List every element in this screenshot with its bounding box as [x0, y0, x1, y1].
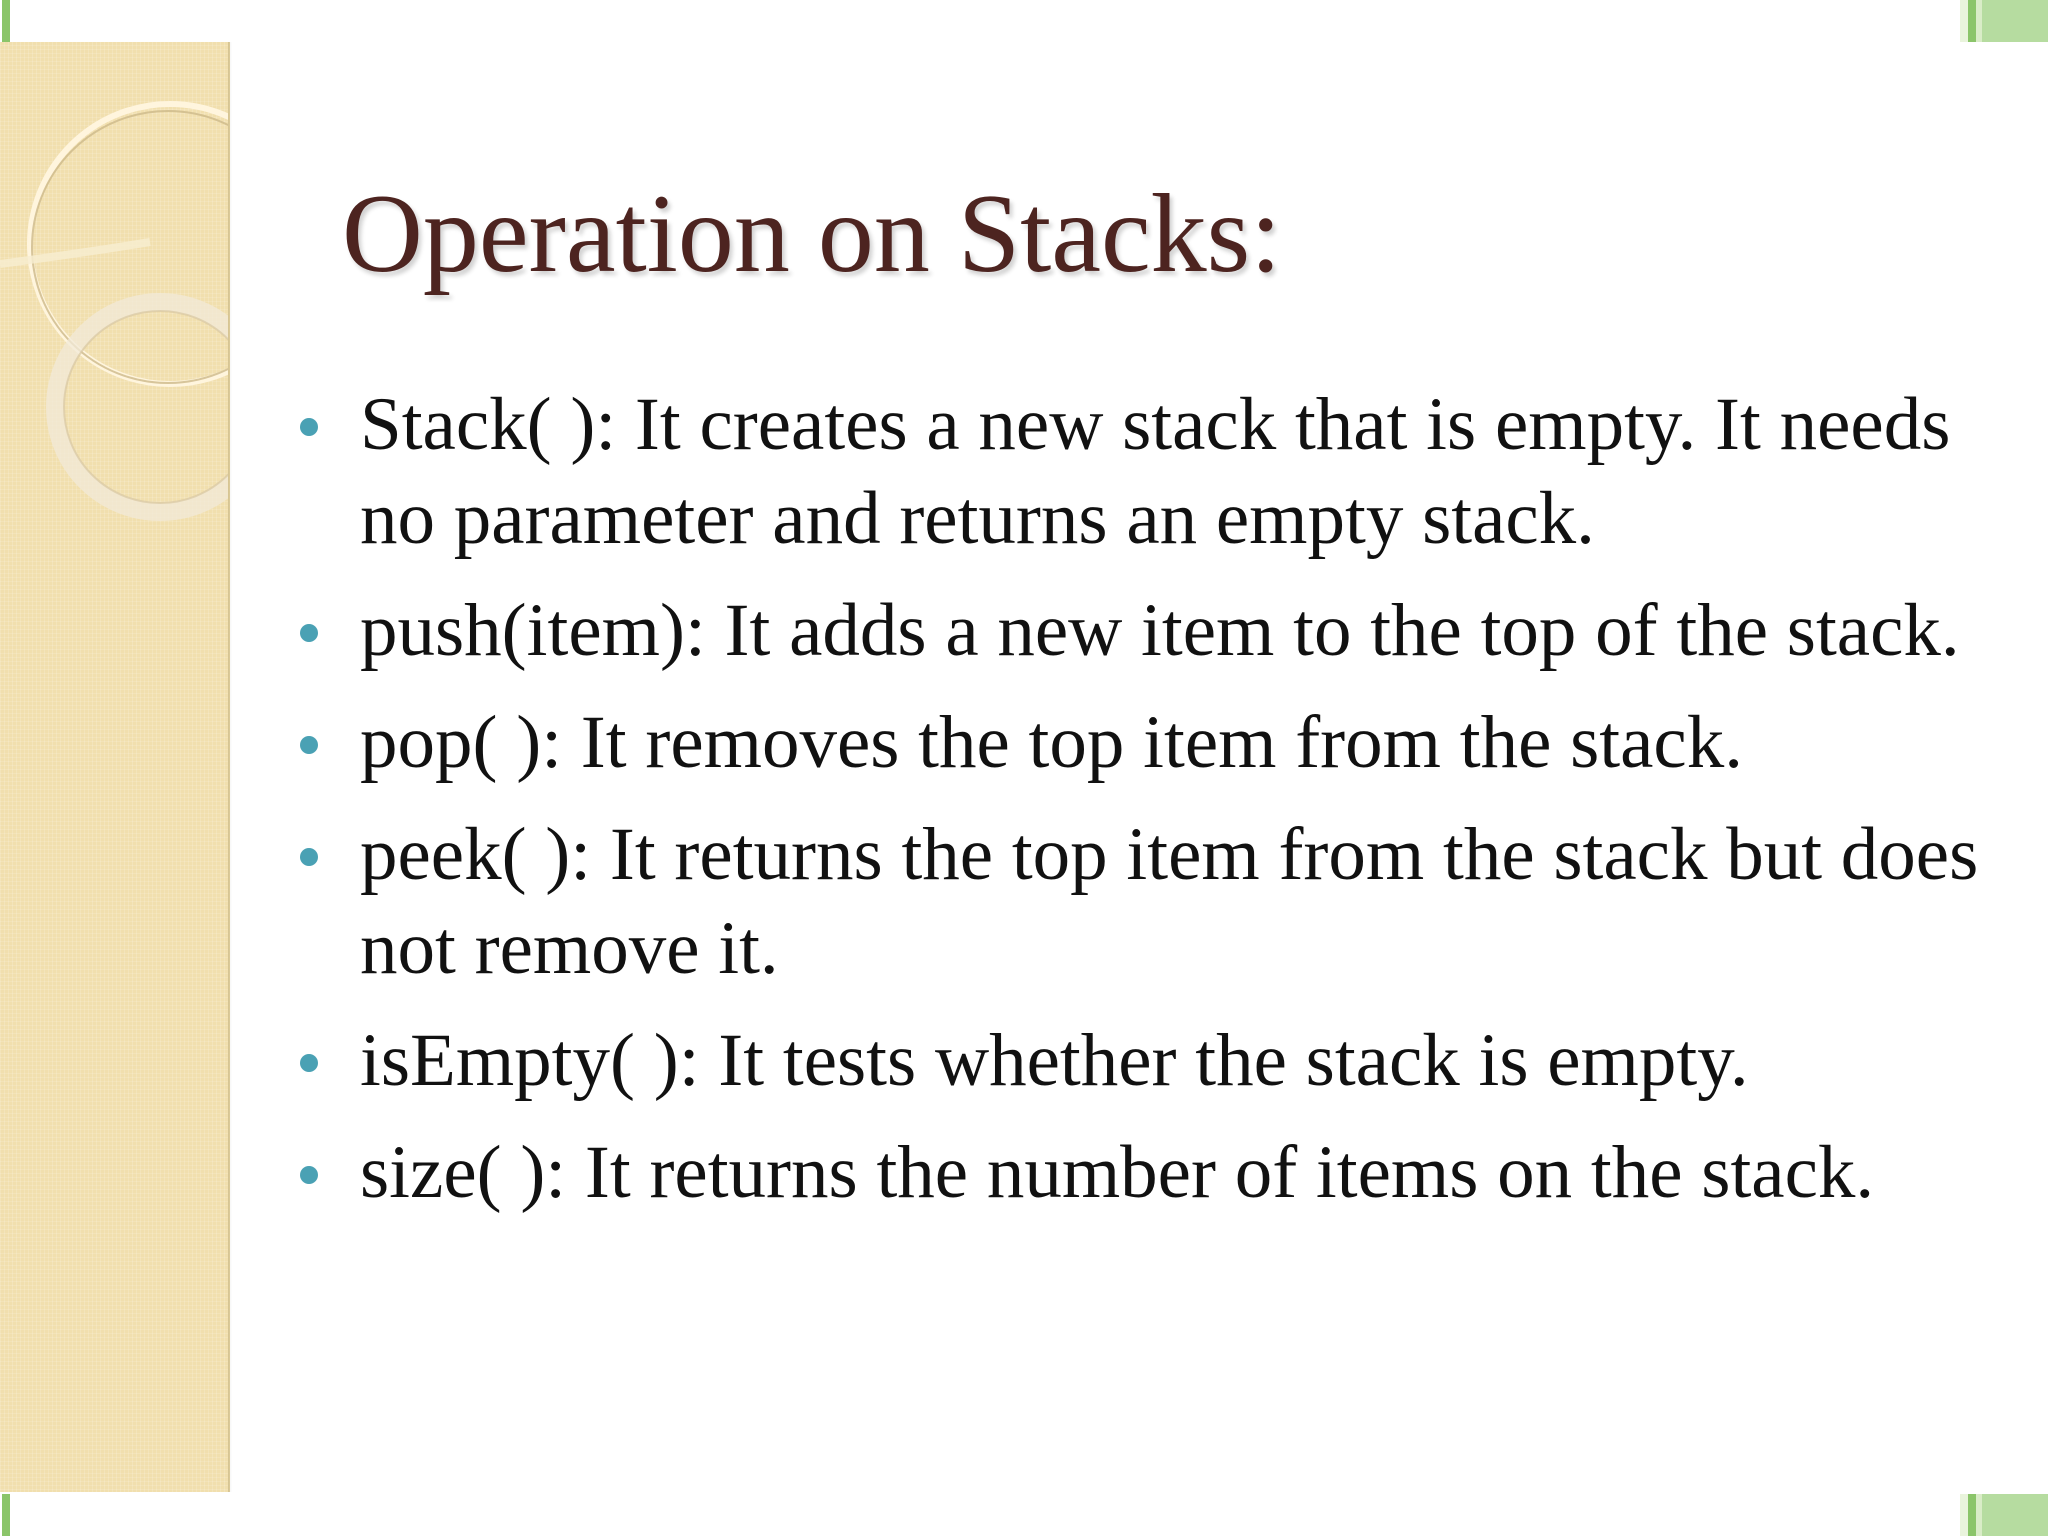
bullet-dot-icon	[300, 848, 318, 866]
bottom-right-corner-decoration	[1960, 1494, 2048, 1536]
bullet-item-push	[300, 584, 1980, 678]
bullet-item-isempty	[300, 1014, 1980, 1108]
bullet-text-push: push(item): It adds a new item to the top of the stack.	[360, 589, 1960, 672]
left-decorative-panel	[0, 42, 230, 1492]
slide-title: Operation on Stacks:	[342, 172, 1282, 296]
bullet-text-pop: pop( ): It removes the top item from the stack.	[360, 701, 1743, 784]
bullet-dot-icon	[300, 1166, 318, 1184]
decorative-circles-icon	[0, 42, 228, 662]
bullet-dot-icon	[300, 624, 318, 642]
bullet-text-peek: peek( ): It returns the top item from the stack but does not remove it.	[360, 813, 1979, 990]
bullet-dot-icon	[300, 736, 318, 754]
bullet-item-peek	[300, 808, 1980, 996]
bottom-left-edge-decoration	[0, 1494, 12, 1536]
bullet-text-isempty: isEmpty( ): It tests whether the stack is empty.	[360, 1019, 1749, 1102]
bullet-item-pop	[300, 696, 1980, 790]
bullet-text-stack: Stack( ): It creates a new stack that is empty. It needs no parameter and returns an empty stack.	[360, 383, 1951, 560]
bullet-dot-icon	[300, 1054, 318, 1072]
bullet-text-size: size( ): It returns the number of items on the stack.	[360, 1131, 1875, 1214]
panel-shadow	[228, 42, 232, 1492]
bullet-item-size	[300, 1126, 1980, 1220]
bullet-item-stack	[300, 378, 1980, 566]
top-right-corner-decoration	[1960, 0, 2048, 42]
bullet-list	[300, 378, 1980, 1238]
bullet-dot-icon	[300, 418, 318, 436]
top-left-edge-decoration	[0, 0, 12, 42]
